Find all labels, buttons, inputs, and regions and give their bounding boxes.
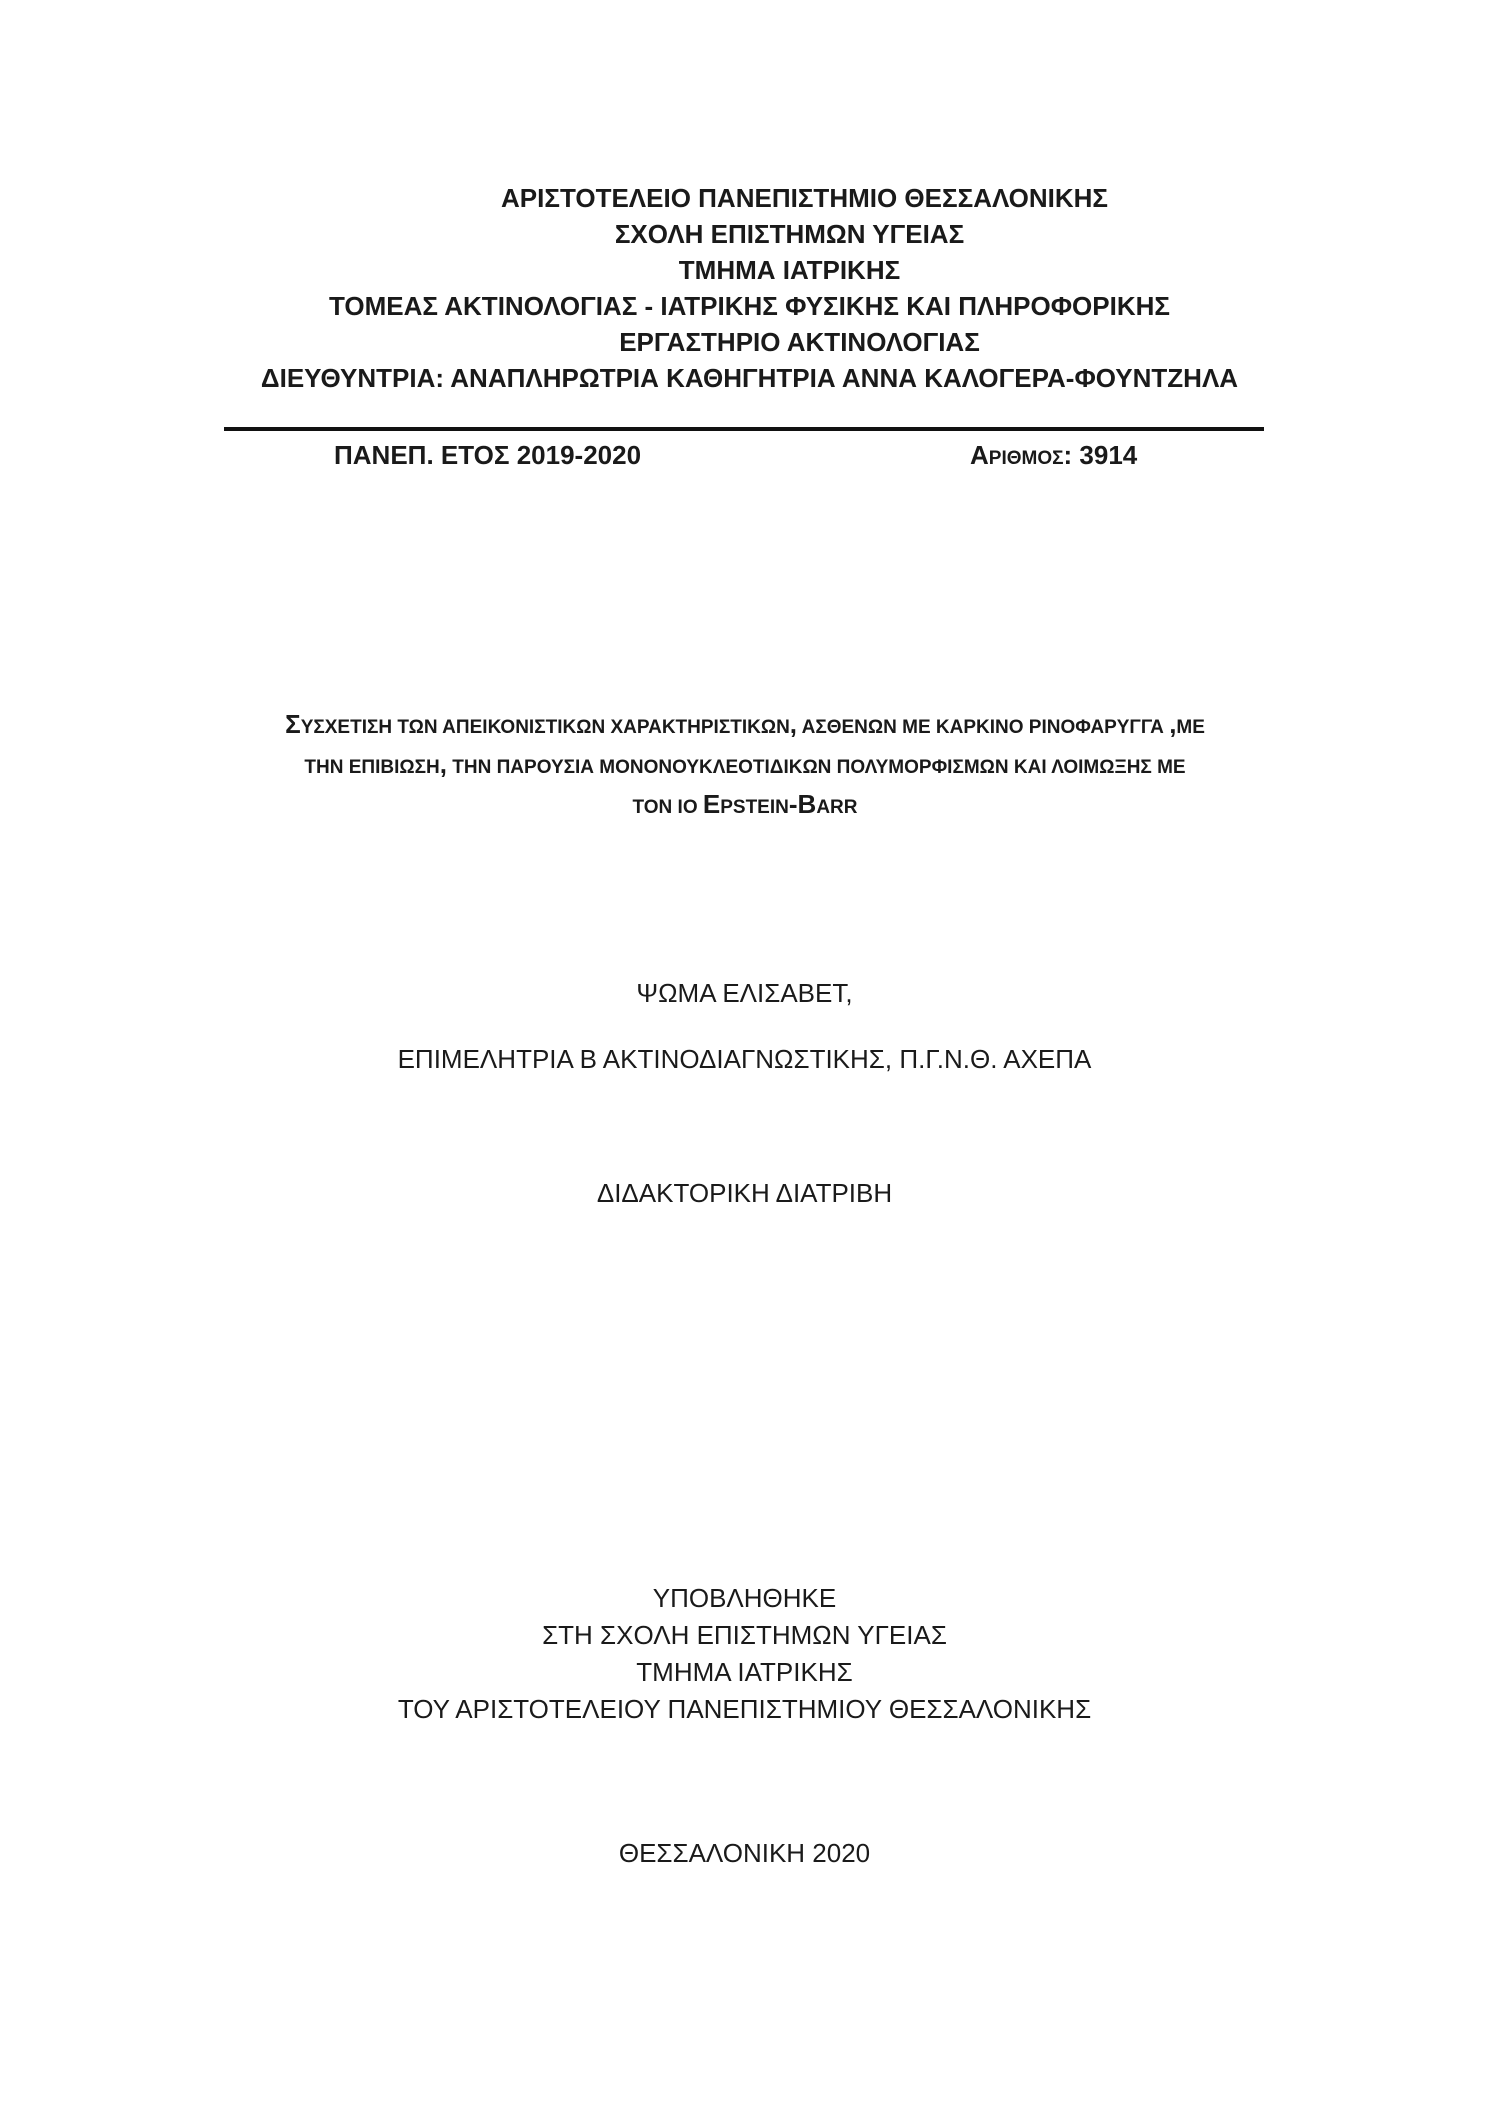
laboratory-name: ΕΡΓΑΣΤΗΡΙΟ ΑΚΤΙΝΟΛΟΓΙΑΣ [619, 327, 980, 357]
title-line-2 [230, 746, 1260, 786]
submission-line-4: ΤΟΥ ΑΡΙΣΤΟΤΕΛΕΙΟΥ ΠΑΝΕΠΙΣΤΗΜΙΟΥ ΘΕΣΣΑΛΟΝΙΚΗΣ [397, 1694, 1092, 1724]
director-line: ΔΙΕΥΘΥΝΤΡΙΑ: ΑΝΑΠΛΗΡΩΤΡΙΑ ΚΑΘΗΓΗΤΡΙΑ ΑΝΝΑ ΚΑΛΟΓΕΡΑ-ΦΟΥΝΤΖΗΛΑ [260, 363, 1239, 393]
title-text: ΥΣΧΕΤΙΣΗ ΤΩΝ ΑΠΕΙΚΟΝΙΣΤΙΚΩΝ ΧΑΡΑΚΤΗΡΙΣΤΙΚΩΝ [300, 717, 790, 738]
thesis-type: ΔΙΔΑΚΤΟΡΙΚΗ ΔΙΑΤΡΙΒΗ [596, 1178, 893, 1208]
title-comma: , [789, 709, 798, 739]
title-comma: , [439, 749, 447, 779]
submission-statement [0, 1580, 1489, 1728]
title-text: ΤΟΝ ΙΟ [632, 797, 703, 818]
title-dash: - [788, 789, 798, 819]
school-name: ΣΧΟΛΗ ΕΠΙΣΤΗΜΩΝ ΥΓΕΙΑΣ [614, 219, 965, 249]
title-cap: B [797, 789, 817, 819]
title-comma: , [1169, 709, 1177, 739]
institution-header [0, 180, 1489, 396]
university-name: ΑΡΙΣΤΟΤΕΛΕΙΟ ΠΑΝΕΠΙΣΤΗΜΙΟ ΘΕΣΣΑΛΟΝΙΚΗΣ [501, 183, 1108, 213]
author-position: ΕΠΙΜΕΛΗΤΡΙΑ Β ΑΚΤΙΝΟΔΙΑΓΝΩΣΤΙΚΗΣ, Π.Γ.Ν.Θ. ΑΧΕΠΑ [397, 1044, 1092, 1074]
title-text: ΑΣΘΕΝΩΝ ΜΕ ΚΑΡΚΙΝΟ ΡΙΝΟΦΑΡΥΓΓΑ [797, 717, 1170, 738]
academic-year: ΠΑΝΕΠ. ΕΤΟΣ 2019-2020 [334, 440, 642, 470]
submission-line-2: ΣΤΗ ΣΧΟΛΗ ΕΠΙΣΤΗΜΩΝ ΥΓΕΙΑΣ [542, 1620, 947, 1650]
submission-line-3: ΤΜΗΜΑ ΙΑΤΡΙΚΗΣ [636, 1657, 853, 1687]
header-divider [224, 427, 1264, 431]
sector-name: ΤΟΜΕΑΣ ΑΚΤΙΝΟΛΟΓΙΑΣ - ΙΑΤΡΙΚΗΣ ΦΥΣΙΚΗΣ ΚΑΙ ΠΛΗΡΟΦΟΡΙΚΗΣ [328, 291, 1170, 321]
title-text: ΜΕ [1176, 717, 1205, 738]
number-value: : 3914 [1063, 440, 1138, 470]
title-cap: E [702, 789, 721, 819]
title-cap: Σ [285, 709, 301, 739]
number-label-rest: ΡΙΘΜΟΣ [988, 448, 1064, 469]
title-line-3 [230, 786, 1260, 826]
submission-line-1: ΥΠΟΒΛΗΘΗΚΕ [652, 1583, 837, 1613]
department-name: ΤΜΗΜΑ ΙΑΤΡΙΚΗΣ [678, 255, 901, 285]
place-and-year: ΘΕΣΣΑΛΟΝΙΚΗ 2020 [618, 1838, 871, 1868]
document-number [970, 440, 1137, 471]
title-text: ΤΗΝ ΠΑΡΟΥΣΙΑ ΜΟΝΟΝΟΥΚΛΕΟΤΙΔΙΚΩΝ ΠΟΛΥΜΟΡΦΙΣΜΩΝ ΚΑΙ ΛΟΙΜΩΞΗΣ ΜΕ [446, 757, 1186, 778]
title-line-1 [230, 706, 1260, 746]
title-text: PSTEIN [720, 797, 789, 818]
title-text: ΤΗΝ ΕΠΙΒΙΩΣΗ [304, 757, 440, 778]
thesis-title [230, 706, 1260, 826]
title-text: ARR [816, 797, 858, 818]
number-label-cap: Α [970, 440, 989, 470]
author-name: ΨΩΜΑ ΕΛΙΣΑΒΕΤ, [636, 978, 853, 1008]
